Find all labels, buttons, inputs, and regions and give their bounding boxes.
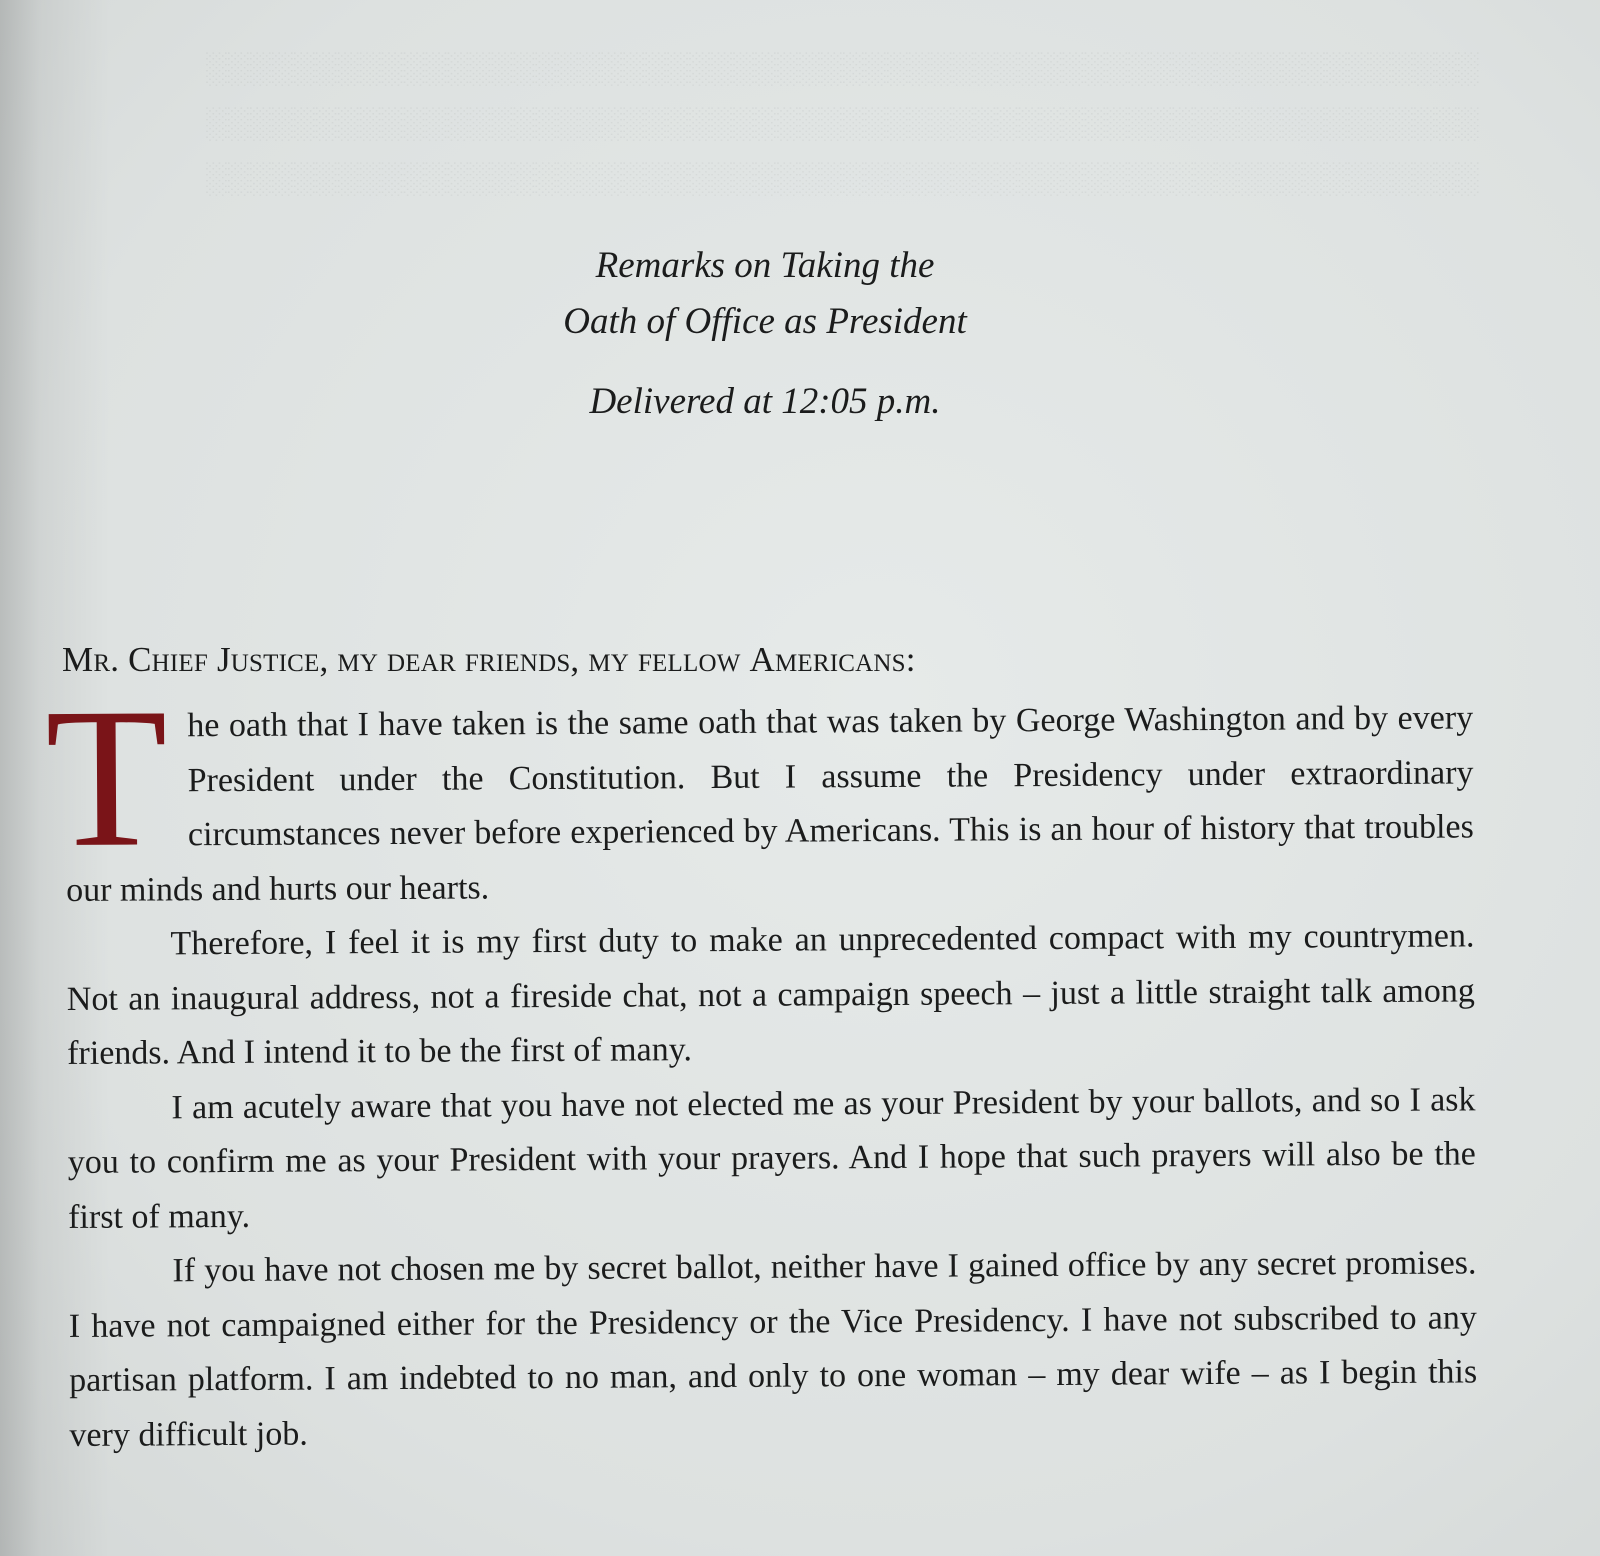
- paragraph-4: If you have not chosen me by secret ballot, neither have I gained office by any secret promises. I have not campaigned either for the Presidency or the Vice Presidency. I have not subscribed to any partisan platform. I am indebted to no man, and only to one woman – my dear wife – as I begin this very difficult job.: [68, 1244, 1478, 1454]
- salutation-text-2: hief: [151, 640, 217, 679]
- salutation-initial-a: A: [749, 640, 775, 679]
- title-line-2: Oath of Office as President: [563, 301, 967, 342]
- paragraph-2: Therefore, I feel it is my first duty to make an unprecedented compact with my countrymen. Not an inaugural address, not a fireside chat, not a campaign speech – just a little straight talk among friends. And I intend it to be the first of many.: [66, 917, 1475, 1072]
- paragraph-3: I am acutely aware that you have not elected me as your President by your ballots, and so I ask you to confirm me as your President with your prayers. And I hope that such prayers will also be the first of many.: [67, 1080, 1476, 1236]
- salutation-initial-j: J: [216, 640, 231, 679]
- drop-cap: T: [44, 667, 169, 890]
- salutation-text-3: ustice, my dear friends, my fellow: [230, 640, 750, 679]
- salutation-initial-m: M: [62, 640, 94, 679]
- speech-body: [44, 667, 1478, 1463]
- paragraph-1: [44, 667, 1474, 918]
- salutation-text-4: mericans:: [774, 640, 916, 679]
- delivery-time: Delivered at 12:05 p.m.: [589, 381, 941, 422]
- show-through-text: ░░░░░░░░░░░░░░░░░░░░░░░░░░░░░░░░░░░░░░░░░░░░░░░░░░░░░░░░░░ ░░░░░░░░░░░░░░░░░░░░░░░░░░░░░░░░░░░░░░░░░░░░░░░░░░░░░░░░░░ ░░░░░░░░░░░░░░░░░░░░░░░░░░░░░░░░░░░░░░░░░░░░░░░░░░░░░░░░░░: [206, 50, 1480, 195]
- paragraph-1-text: he oath that I have taken is the same oath that was taken by George Washington and by every President under the Constitution. But I assume the Presidency under extraordinary circumstances never before experienced by Americans. This is an hour of history that troubles our minds and hurts our hearts.: [66, 699, 1474, 909]
- title-line-1: Remarks on Taking the: [595, 245, 935, 286]
- salutation-text-1: r.: [93, 640, 129, 679]
- salutation: [62, 640, 916, 680]
- speech-title: [0, 238, 1530, 430]
- salutation-initial-c: C: [128, 640, 152, 679]
